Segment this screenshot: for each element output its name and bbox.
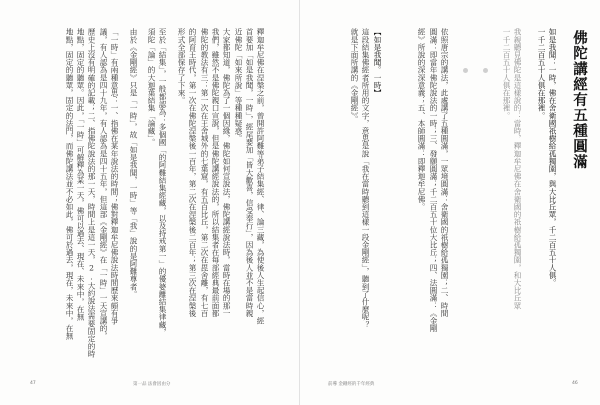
text-column: 如是我聞：一時，佛在舍衛國祇樹給孤獨園，與大比丘眾，千二百五十人俱。 — [548, 28, 557, 287]
chapter-title: 佛陀講經有五種圓滿 — [571, 30, 588, 170]
text-column: 釋迦牟尼佛在涅槃之前，曾開許阿難等弟子結集經、律、論三藏，為使後人生起信心，經 — [256, 28, 265, 325]
text-column: 「一時」有兩種意思：一、指佛在某年說法的時間；佛對釋迦牟尼佛說法時間歷來頗有爭 — [110, 28, 119, 325]
text-column: 至於「結集」，一般都認為：多個國「的阿難結集經藏，以及持戒第一」的優婆離結集律藏， — [158, 28, 167, 336]
right-page-number: 46 — [572, 381, 578, 386]
text-column: 歷史上沒有明確的記載；二、指佛陀說法的那一天，時間上是這一天，2.大約說法需要固定的時 — [87, 28, 96, 358]
section-heading: 【如是我聞。一時】 — [373, 28, 382, 97]
text-column: 議，有人認為是四十九年，有人認為是四十五年，但這部《金剛經》在「一時」一天宣講的， — [99, 28, 108, 340]
text-column: 經》所說的深深意義；五、本師圓滿：即釋迦牟尼佛。 — [417, 28, 426, 211]
text-column: 由於《金剛經》只是「一時」，故「如是我聞，一時」等「我」說的是阿難尊者。 — [129, 28, 138, 298]
text-column: 大家都知道，佛陀為了一個因緣，佛陀如何宣說法，佛陀講經說法時，當時在場的那一 — [222, 28, 231, 317]
text-column: 依照唐宗的講法，此處講了五種圓滿，一眾境圓滿：舍衛國的祇樹給孤獨園；二、時間 — [440, 28, 449, 317]
right-page — [300, 0, 600, 405]
right-running-head: 前導 金剛經的千年經典 — [328, 382, 375, 387]
text-column: 就是下面所講的《金剛經》。 — [350, 28, 359, 123]
text-column: 一千二百五十人俱在那裡。 — [502, 28, 511, 120]
text-column: 地點，固定的聽眾，固定的法門，而佛陀講法並不必如此，佛可於過去，現在，未來中，在無 — [65, 28, 74, 340]
text-column: 一千二百五十人俱在那裡。 — [537, 28, 546, 120]
text-column: 佛陀的教法有三：第一次在王舍城外的七葉窟，有五百比丘，第二次在毘舍離，有七百 — [200, 28, 209, 317]
text-column: 這段結集佛經者所用的文字，意思是說「我在當時聽到這樣一段金剛經」，聽到了什麼呢？ — [361, 28, 370, 329]
text-column: 圓滿：即當年佛陀說法的一時；三、發願圓滿；千二百五十位大比丘；四、法圓滿：《金剛 — [429, 28, 438, 332]
text-column: 首要加「如是我聞，一時」，經尾要加「皆大歡喜，信受奉行」，因為後人並不是當時親 — [245, 28, 254, 317]
ornament-dot — [483, 68, 488, 73]
left-page-number: 47 — [30, 381, 36, 386]
text-column: 我們，雖然不是佛陀親口宣說，但是佛陀講經說法的，所以結集者在每部經典最前面都 — [211, 28, 220, 317]
ornament-dot — [463, 68, 468, 73]
text-column: 地點，固定的聽眾。因此，「一時」可解釋為某一天，佛可以過去、現在、未來中，在無 — [76, 28, 85, 321]
text-column: 的阿育王時代，第一次在佛陀涅槃後一百年，第二次在涅槃後二百年；第三次在涅槃後 — [188, 28, 197, 317]
left-running-head: 第一品 法會因由分 — [133, 382, 171, 387]
text-column: 形式全部保存了下來。 — [177, 28, 186, 104]
text-column: 近佛陀「如來所說」等種種疑惑。 — [234, 28, 243, 142]
text-column: 須陀「論」的大迦葉結集「論藏」。 — [147, 28, 156, 146]
text-column: 我親聽見佛陀是這樣說的：當時，釋迦牟尼佛在舍衛國的祇樹給孤獨園，和大比丘眾 — [513, 28, 522, 310]
